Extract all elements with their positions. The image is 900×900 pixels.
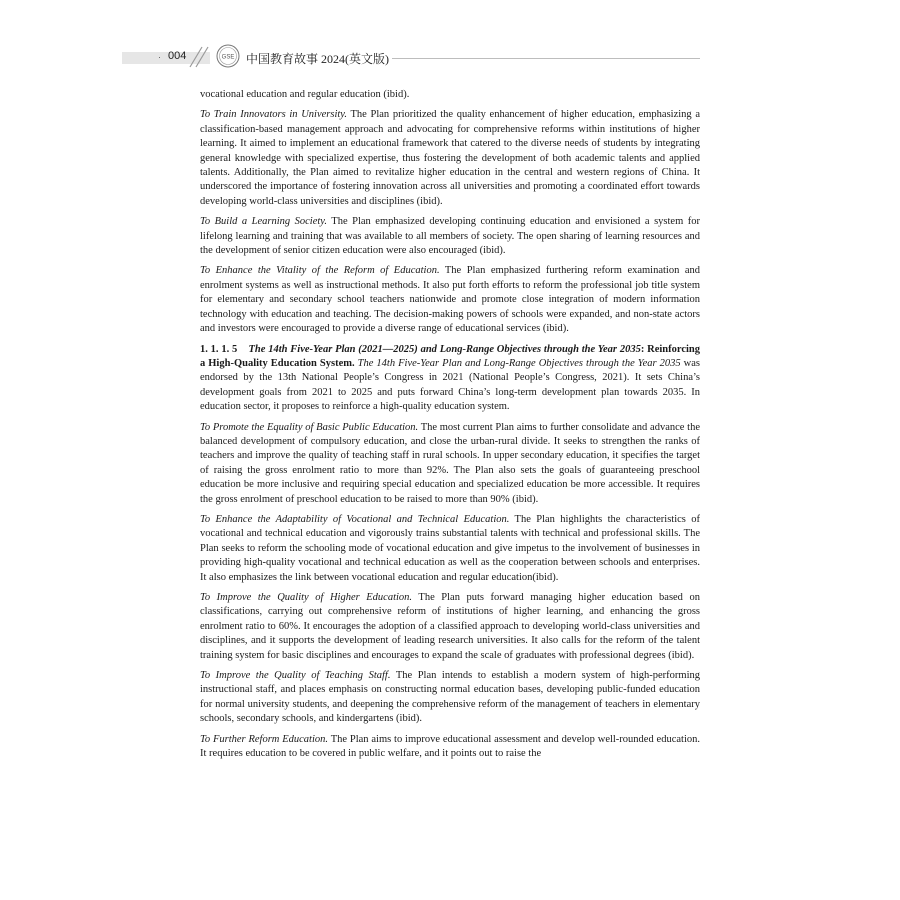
- paragraph-text: The Plan highlights the characteristics of vocational and technical education and vigorously trains substantial talents with technical and professional skills. The Plan seeks to reform the schooling mode of vocational education and give impetus to the involvement of businesses in providing high-quality vocational and technical education as well as the cooperation between schools and enterprises. It also emphasizes the link between vocational education and regular education(ibid).: [200, 513, 700, 583]
- section-text: was endorsed by the 13th National People’s Congress in 2021 (National People’s Congress, 2021). It sets China’s development goals from 2021 to 2025 and puts forward China’s long-term development plan towards 2035. In education sector, it proposes to reinforce a high-quality education system.: [200, 357, 701, 413]
- header-slash-decoration: [188, 46, 214, 68]
- paragraph-lead: To Promote the Equality of Basic Public Education.: [200, 421, 419, 433]
- page-header: [0, 44, 900, 74]
- paragraph-text: The Plan emphasized developing continuing education and envisioned a system for lifelong learning and training that was available to all members of society. The open sharing of learning resources and the development of senior citizen education were also encouraged (ibid).: [200, 216, 700, 257]
- paragraph-lead: To Enhance the Vitality of the Reform of Education.: [200, 265, 440, 277]
- section-number: 1. 1. 1. 5: [200, 343, 238, 355]
- paragraph: [200, 733, 700, 762]
- paragraph-text: The Plan aims to improve educational assessment and develop well-rounded education. It requires education to be covered in public welfare, and it points out to raise the: [200, 733, 701, 760]
- document-name: The 14th Five-Year Plan and Long-Range Objectives through the Year 2035: [357, 357, 681, 369]
- gse-logo: [216, 44, 240, 68]
- section-paragraph: [200, 343, 700, 415]
- paragraph-text: The Plan intends to establish a modern system of high-performing instructional staff, and places emphasis on constructing normal education bases, developing public-funded education for normal university students, and deepening the comprehensive reform of the management of teachers in elementary schools, secondary schools, and kindergartens (ibid).: [200, 670, 700, 725]
- paragraph: [200, 513, 700, 585]
- paragraph-lead: To Train Innovators in University.: [200, 109, 348, 121]
- paragraph: [200, 88, 700, 102]
- book-title: 中国教育故事 2024(英文版): [246, 52, 389, 66]
- paragraph: [200, 264, 700, 336]
- paragraph-lead: To Improve the Quality of Higher Education.: [200, 592, 413, 603]
- section-subtitle: : Reinforcing a High-Quality Education System.: [200, 343, 701, 369]
- paragraph: [200, 215, 700, 258]
- paragraph-text: The Plan emphasized furthering reform examination and enrolment systems as well as instructional methods. It also put forth efforts to reform the professional job title system for elementary and secondary school teachers nationwide and promote close integration of modern information technology with education and teaching. The decision-making powers of schools were expanded, and non-state actors and investors were encouraged to provide a diverse range of educational services (ibid).: [200, 265, 700, 335]
- header-rule: [392, 58, 700, 59]
- page-number: 004: [168, 50, 187, 62]
- paragraph: [200, 591, 700, 663]
- page-body: [200, 88, 700, 767]
- paragraph-text: The Plan prioritized the quality enhancement of higher education, emphasizing a classification-based management approach and advocating for comprehensive reforms within institutions of higher learning. It aimed to implement an educational framework that catered to the diverse needs of students by integrating general knowledge with specialized expertise, thus fostering the development of both academic talents and applied talents. Additionally, the Plan aimed to revitalize higher education in the central and western regions of China. It underscored the importance of fostering innovation across all universities and promoting a coordinated effort towards developing world-class universities and disciplines (ibid).: [200, 109, 701, 207]
- paragraph-text: The Plan puts forward managing higher education based on classifications, carrying out comprehensive reform of institutions of higher learning, and enhancing the gross enrolment ratio to 60%. It encourages the adoption of a classified approach to developing world-class universities and disciplines, and it supports the development of leading research universities. It also calls for the reform of the talent training system for basic disciplines and encourages to expand the scale of graduates with professional degrees (ibid).: [200, 592, 700, 661]
- paragraph-lead: To Improve the Quality of Teaching Staff.: [200, 670, 391, 682]
- paragraph-text: The most current Plan aims to further consolidate and advance the balanced development of compulsory education, and close the urban-rural divide. It seeks to strengthen the ranks of teachers and improve the quality of teaching staff in rural schools. In upper secondary education, it specifies the target of raising the gross enrolment ratio to more than 92%. The Plan also sets the goals of guaranteeing preschool education be more inclusive and requiring special education and specialized education be more accessible. It requires the gross enrolment of preschool education to be raised to more than 90% (ibid).: [200, 421, 700, 505]
- section-title: The 14th Five-Year Plan (2021—2025) and Long-Range Objectives through the Year 2035: [248, 343, 641, 355]
- paragraph-lead: To Build a Learning Society.: [200, 216, 327, 228]
- paragraph-lead: To Further Reform Education.: [200, 733, 329, 745]
- paragraph: [200, 669, 700, 727]
- header-bullet: ·: [158, 52, 161, 62]
- paragraph-lead: To Enhance the Adaptability of Vocational and Technical Education.: [200, 513, 510, 525]
- paragraph-text: vocational education and regular education (ibid).: [200, 89, 410, 100]
- logo-text: GSE: [221, 54, 235, 61]
- paragraph: [200, 108, 700, 209]
- paragraph: [200, 421, 700, 507]
